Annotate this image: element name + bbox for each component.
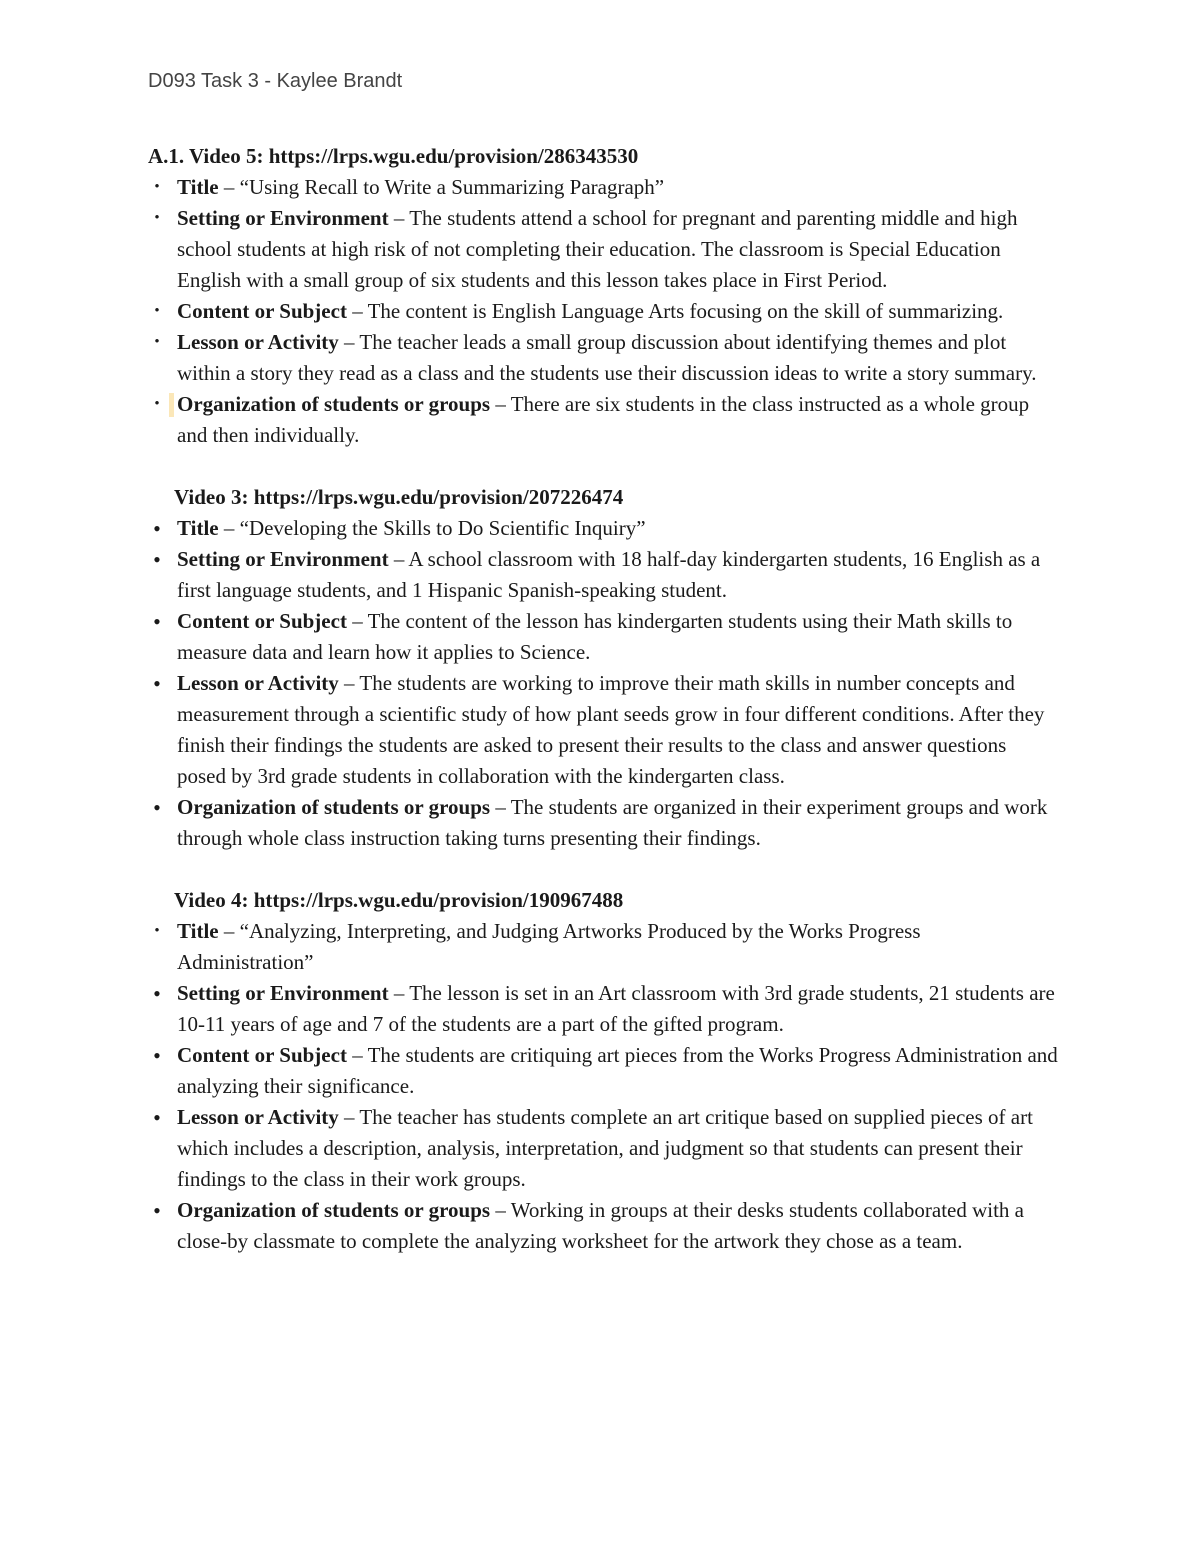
video-section-3 xyxy=(148,885,1060,1257)
item-term: Setting or Environment xyxy=(177,206,389,230)
bullet-icon: • xyxy=(153,547,161,572)
list-item xyxy=(148,172,1060,203)
item-term: Organization of students or groups xyxy=(177,1198,491,1222)
bullet-icon: • xyxy=(153,671,161,696)
item-term: Title xyxy=(177,919,219,943)
bullet-icon: • xyxy=(154,396,160,412)
list-item xyxy=(148,513,1060,544)
item-term: Lesson or Activity xyxy=(177,1105,339,1129)
list-item xyxy=(148,203,1060,296)
list-item xyxy=(148,1040,1060,1102)
item-term: Title xyxy=(177,516,219,540)
item-term: Organization of students or groups xyxy=(177,795,491,819)
item-text: – The content is English Language Arts focusing on the skill of summarizing. xyxy=(346,299,1004,323)
item-text: – The teacher leads a small group discussion about identifying themes and plot within a story they read as a class and the students use their discussion ideas to write a story summary. xyxy=(177,330,1037,385)
item-text: – The students are critiquing art pieces from the Works Progress Administration and analyzing their significance. xyxy=(177,1043,1058,1098)
bullet-icon: • xyxy=(154,179,160,195)
document-body xyxy=(148,141,1060,1257)
video-section-2 xyxy=(148,482,1060,854)
item-term: Setting or Environment xyxy=(177,547,389,571)
bullet-icon: • xyxy=(153,1198,161,1223)
list-item xyxy=(148,1102,1060,1195)
item-term: Setting or Environment xyxy=(177,981,389,1005)
list-item xyxy=(148,544,1060,606)
list-item xyxy=(148,606,1060,668)
section-heading: A.1. Video 5: https://lrps.wgu.edu/provision/286343530 xyxy=(148,144,639,168)
item-text: – “Analyzing, Interpreting, and Judging Artworks Produced by the Works Progress Administration” xyxy=(177,919,921,974)
item-text: – “Developing the Skills to Do Scientific Inquiry” xyxy=(218,516,646,540)
item-term: Content or Subject xyxy=(177,1043,347,1067)
item-text: – “Using Recall to Write a Summarizing Paragraph” xyxy=(218,175,665,199)
bullet-icon: • xyxy=(154,923,160,939)
bullet-icon: • xyxy=(154,303,160,319)
bullet-icon: • xyxy=(153,1043,161,1068)
item-term: Organization of students or groups xyxy=(177,392,491,416)
list-item xyxy=(148,327,1060,389)
item-text: – The content of the lesson has kindergarten students using their Math skills to measure data and learn how it applies to Science. xyxy=(177,609,1013,664)
list-item xyxy=(148,792,1060,854)
item-term: Content or Subject xyxy=(177,299,347,323)
list-item xyxy=(148,978,1060,1040)
list-item xyxy=(148,1195,1060,1257)
bullet-icon: • xyxy=(154,210,160,226)
bullet-icon: • xyxy=(153,795,161,820)
bullet-icon: • xyxy=(154,334,160,350)
item-text: – The lesson is set in an Art classroom with 3rd grade students, 21 students are 10-11 years of age and 7 of the students are a part of the gifted program. xyxy=(177,981,1055,1036)
item-text: – The teacher has students complete an art critique based on supplied pieces of art which includes a description, analysis, interpretation, and judgment so that students can present their findings to the class in their work groups. xyxy=(177,1105,1033,1191)
item-text: – The students attend a school for pregnant and parenting middle and high school students at high risk of not completing their education. The classroom is Special Education English with a small group of six students and this lesson takes place in First Period. xyxy=(177,206,1018,292)
item-text: – The students are organized in their experiment groups and work through whole class instruction taking turns presenting their findings. xyxy=(177,795,1048,850)
item-text: – The students are working to improve their math skills in number concepts and measurement through a scientific study of how plant seeds grow in four different conditions. After they finish their findings the students are asked to present their results to the class and answer questions posed by 3rd grade students in collaboration with the kindergarten class. xyxy=(177,671,1045,788)
bullet-list xyxy=(148,513,1060,854)
bullet-icon: • xyxy=(153,981,161,1006)
list-item xyxy=(148,296,1060,327)
bullet-icon: • xyxy=(153,1105,161,1130)
bullet-icon: • xyxy=(153,609,161,634)
item-term: Content or Subject xyxy=(177,609,347,633)
item-term: Title xyxy=(177,175,219,199)
section-heading: Video 3: https://lrps.wgu.edu/provision/207226474 xyxy=(174,485,624,509)
bullet-icon: • xyxy=(153,516,161,541)
list-item xyxy=(148,916,1060,978)
item-text: – Working in groups at their desks students collaborated with a close-by classmate to complete the analyzing worksheet for the artwork they chose as a team. xyxy=(177,1198,1025,1253)
list-item xyxy=(148,389,1060,451)
bullet-list xyxy=(148,172,1060,451)
video-section-1 xyxy=(148,141,1060,451)
bullet-list xyxy=(148,916,1060,1257)
item-term: Lesson or Activity xyxy=(177,671,339,695)
item-term: Lesson or Activity xyxy=(177,330,339,354)
item-text: – A school classroom with 18 half-day kindergarten students, 16 English as a first language students, and 1 Hispanic Spanish-speaking student. xyxy=(177,547,1041,602)
section-heading: Video 4: https://lrps.wgu.edu/provision/190967488 xyxy=(174,888,624,912)
comment-highlight-marker[interactable] xyxy=(169,393,174,417)
list-item xyxy=(148,668,1060,792)
document-header: D093 Task 3 - Kaylee Brandt xyxy=(148,70,403,92)
item-text: – There are six students in the class instructed as a whole group and then individually. xyxy=(177,392,1030,447)
